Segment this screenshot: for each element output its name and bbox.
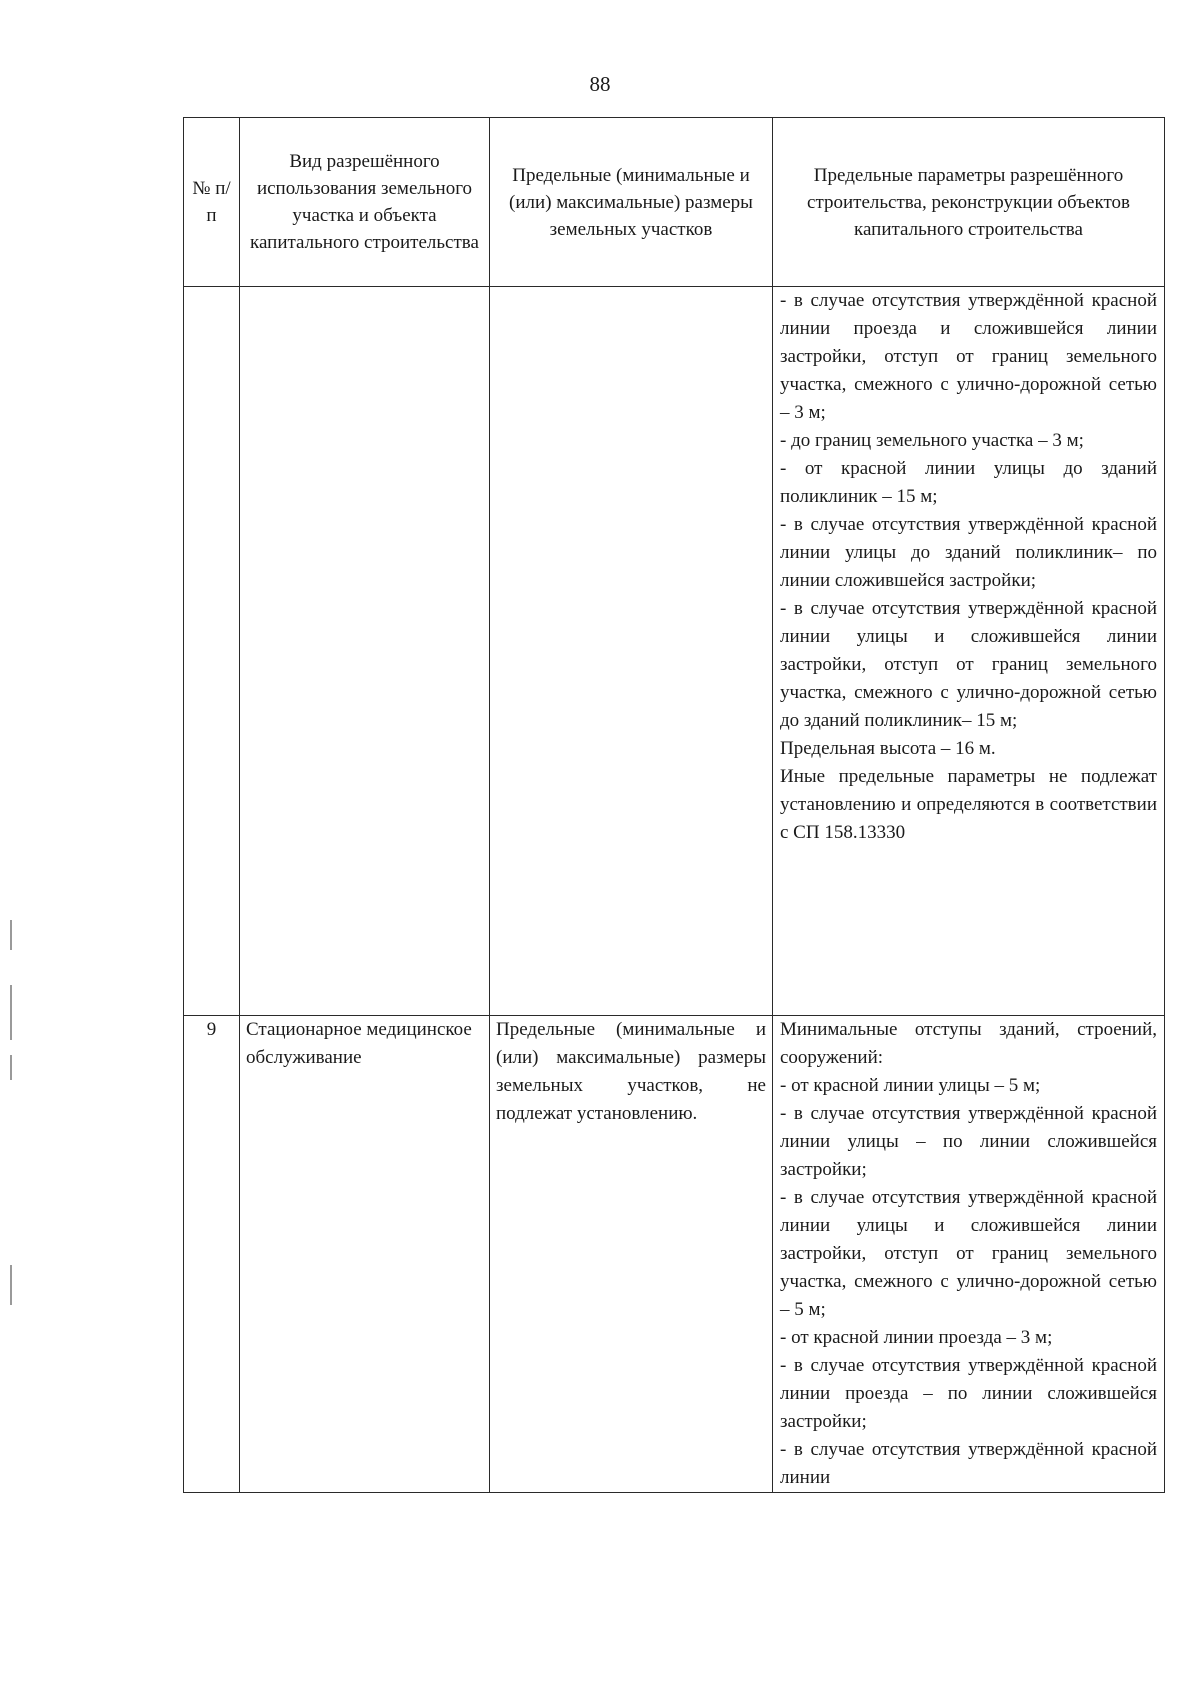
param-item: - в случае отсутствия утверждённой красной линии улицы до зданий поликлиник– по линии сложившейся застройки; xyxy=(780,514,1157,591)
cell-kind: Стационарное медицинское обслуживание xyxy=(240,1016,490,1493)
cell-params xyxy=(773,1016,1165,1493)
param-item: Иные предельные параметры не подлежат установлению и определяются в соответствии с СП 158.13330 xyxy=(780,766,1157,843)
cell-num: 9 xyxy=(184,1016,240,1493)
param-item: - от красной линии проезда – 3 м; xyxy=(780,1327,1053,1348)
table-row-continuation xyxy=(184,287,1165,1016)
table-row-9 xyxy=(184,1016,1165,1493)
param-item: - в случае отсутствия утверждённой красной линии улицы и сложившейся линии застройки, отступ от границ земельного участка, смежного с улично-дорожной сетью – 5 м; xyxy=(780,1187,1157,1320)
header-num: № п/п xyxy=(184,118,240,287)
table-header xyxy=(184,118,1165,287)
param-item: Предельная высота – 16 м. xyxy=(780,738,996,759)
scan-margin-mark xyxy=(10,1055,12,1080)
page-number: 88 xyxy=(589,72,611,96)
cell-kind xyxy=(240,287,490,1016)
header-row xyxy=(184,118,1165,287)
param-item: - от красной линии улицы – 5 м; xyxy=(780,1075,1041,1096)
land-use-regulations-table xyxy=(183,117,1165,1493)
header-kind: Вид разрешённого использования земельного участка и объекта капитального строительства xyxy=(240,118,490,287)
param-item: - от красной линии улицы до зданий поликлиник – 15 м; xyxy=(780,458,1157,507)
table-body xyxy=(184,287,1165,1493)
scan-margin-mark xyxy=(10,920,12,950)
param-item: - в случае отсутствия утверждённой красной линии xyxy=(780,1439,1157,1488)
scan-margin-mark xyxy=(10,1265,12,1305)
param-item: Минимальные отступы зданий, строений, сооружений: xyxy=(780,1019,1157,1068)
header-sizes: Предельные (минимальные и (или) максимальные) размеры земельных участков xyxy=(490,118,773,287)
cell-sizes xyxy=(490,287,773,1016)
param-item: - в случае отсутствия утверждённой красной линии улицы – по линии сложившейся застройки; xyxy=(780,1103,1157,1180)
param-item: - в случае отсутствия утверждённой красной линии проезда и сложившейся линии застройки, отступ от границ земельного участка, смежного с улично-дорожной сетью – 3 м; xyxy=(780,290,1157,423)
cell-sizes: Предельные (минимальные и (или) максимальные) размеры земельных участков, не подлежат установлению. xyxy=(490,1016,773,1493)
cell-params xyxy=(773,287,1165,1016)
param-item: - до границ земельного участка – 3 м; xyxy=(780,430,1084,451)
param-item: - в случае отсутствия утверждённой красной линии улицы и сложившейся линии застройки, отступ от границ земельного участка, смежного с улично-дорожной сетью до зданий поликлиник– 15 м; xyxy=(780,598,1157,731)
param-item: - в случае отсутствия утверждённой красной линии проезда – по линии сложившейся застройки; xyxy=(780,1355,1157,1432)
scan-margin-mark xyxy=(10,985,12,1040)
header-params: Предельные параметры разрешённого строительства, реконструкции объектов капитального строительства xyxy=(773,118,1165,287)
cell-num xyxy=(184,287,240,1016)
